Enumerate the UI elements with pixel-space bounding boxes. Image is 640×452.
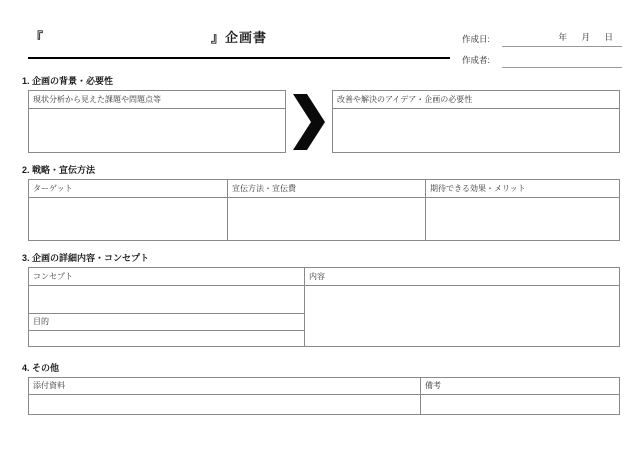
- purpose-label: 目的: [29, 314, 304, 331]
- created-date-row: [462, 26, 622, 47]
- section3-heading: 3. 企画の詳細内容・コンセプト: [22, 253, 150, 263]
- strategy-body-row: [29, 198, 619, 240]
- chevron-right-icon: [286, 90, 332, 153]
- author-label: 作成者:: [462, 55, 490, 65]
- improvement-ideas-box: [332, 90, 620, 153]
- promotion-method-column-header: 宣伝方法・宣伝費: [228, 180, 426, 197]
- section2-heading: 2. 戦略・宣伝方法: [22, 165, 96, 175]
- content-column: [305, 268, 619, 346]
- others-body-row: [29, 395, 619, 414]
- section-others: [22, 363, 620, 415]
- content-input-cell[interactable]: [305, 286, 619, 346]
- section-strategy: [22, 165, 620, 241]
- section-background: [22, 76, 620, 153]
- remarks-column-header: 備考: [425, 381, 441, 390]
- created-date-label: 作成日:: [462, 34, 490, 44]
- others-header-row: [29, 378, 619, 395]
- expected-effect-column-header: 期待できる効果・メリット: [430, 184, 526, 193]
- author-field[interactable]: [502, 52, 622, 68]
- expected-effect-input-cell[interactable]: [426, 198, 619, 240]
- purpose-input-cell[interactable]: [29, 331, 304, 346]
- date-unit-labels: 年 月 日: [558, 32, 616, 42]
- created-date-field[interactable]: [502, 31, 622, 47]
- improvement-ideas-label: 改善や解決のアイデア・企画の必要性: [333, 91, 619, 109]
- details-table: [28, 267, 620, 347]
- title-underline: [28, 57, 450, 59]
- promotion-method-input-cell[interactable]: [228, 198, 426, 240]
- strategy-table: [28, 179, 620, 241]
- meta-block: [462, 26, 622, 68]
- current-issues-box: [28, 90, 286, 153]
- remarks-input-cell[interactable]: [421, 395, 619, 414]
- section4-heading: 4. その他: [22, 363, 60, 373]
- target-input-cell[interactable]: [29, 198, 228, 240]
- target-column-header: ターゲット: [29, 180, 228, 197]
- content-label: 内容: [305, 268, 619, 286]
- section-details: [22, 253, 620, 347]
- improvement-ideas-input-cell[interactable]: [333, 109, 619, 152]
- concept-column: [29, 268, 305, 346]
- others-table: [28, 377, 620, 415]
- concept-input-cell[interactable]: [29, 286, 304, 314]
- section1-heading: 1. 企画の背景・必要性: [22, 76, 114, 86]
- attachments-column-header: 添付資料: [29, 378, 421, 394]
- strategy-header-row: [29, 180, 619, 198]
- current-issues-input-cell[interactable]: [29, 109, 285, 152]
- attachments-input-cell[interactable]: [29, 395, 421, 414]
- current-issues-label: 現状分析から見えた課題や問題点等: [29, 91, 285, 109]
- title-open-bracket: 『: [30, 30, 44, 45]
- author-row: [462, 47, 622, 68]
- page-title: 』企画書: [210, 30, 267, 45]
- concept-label: コンセプト: [29, 268, 304, 286]
